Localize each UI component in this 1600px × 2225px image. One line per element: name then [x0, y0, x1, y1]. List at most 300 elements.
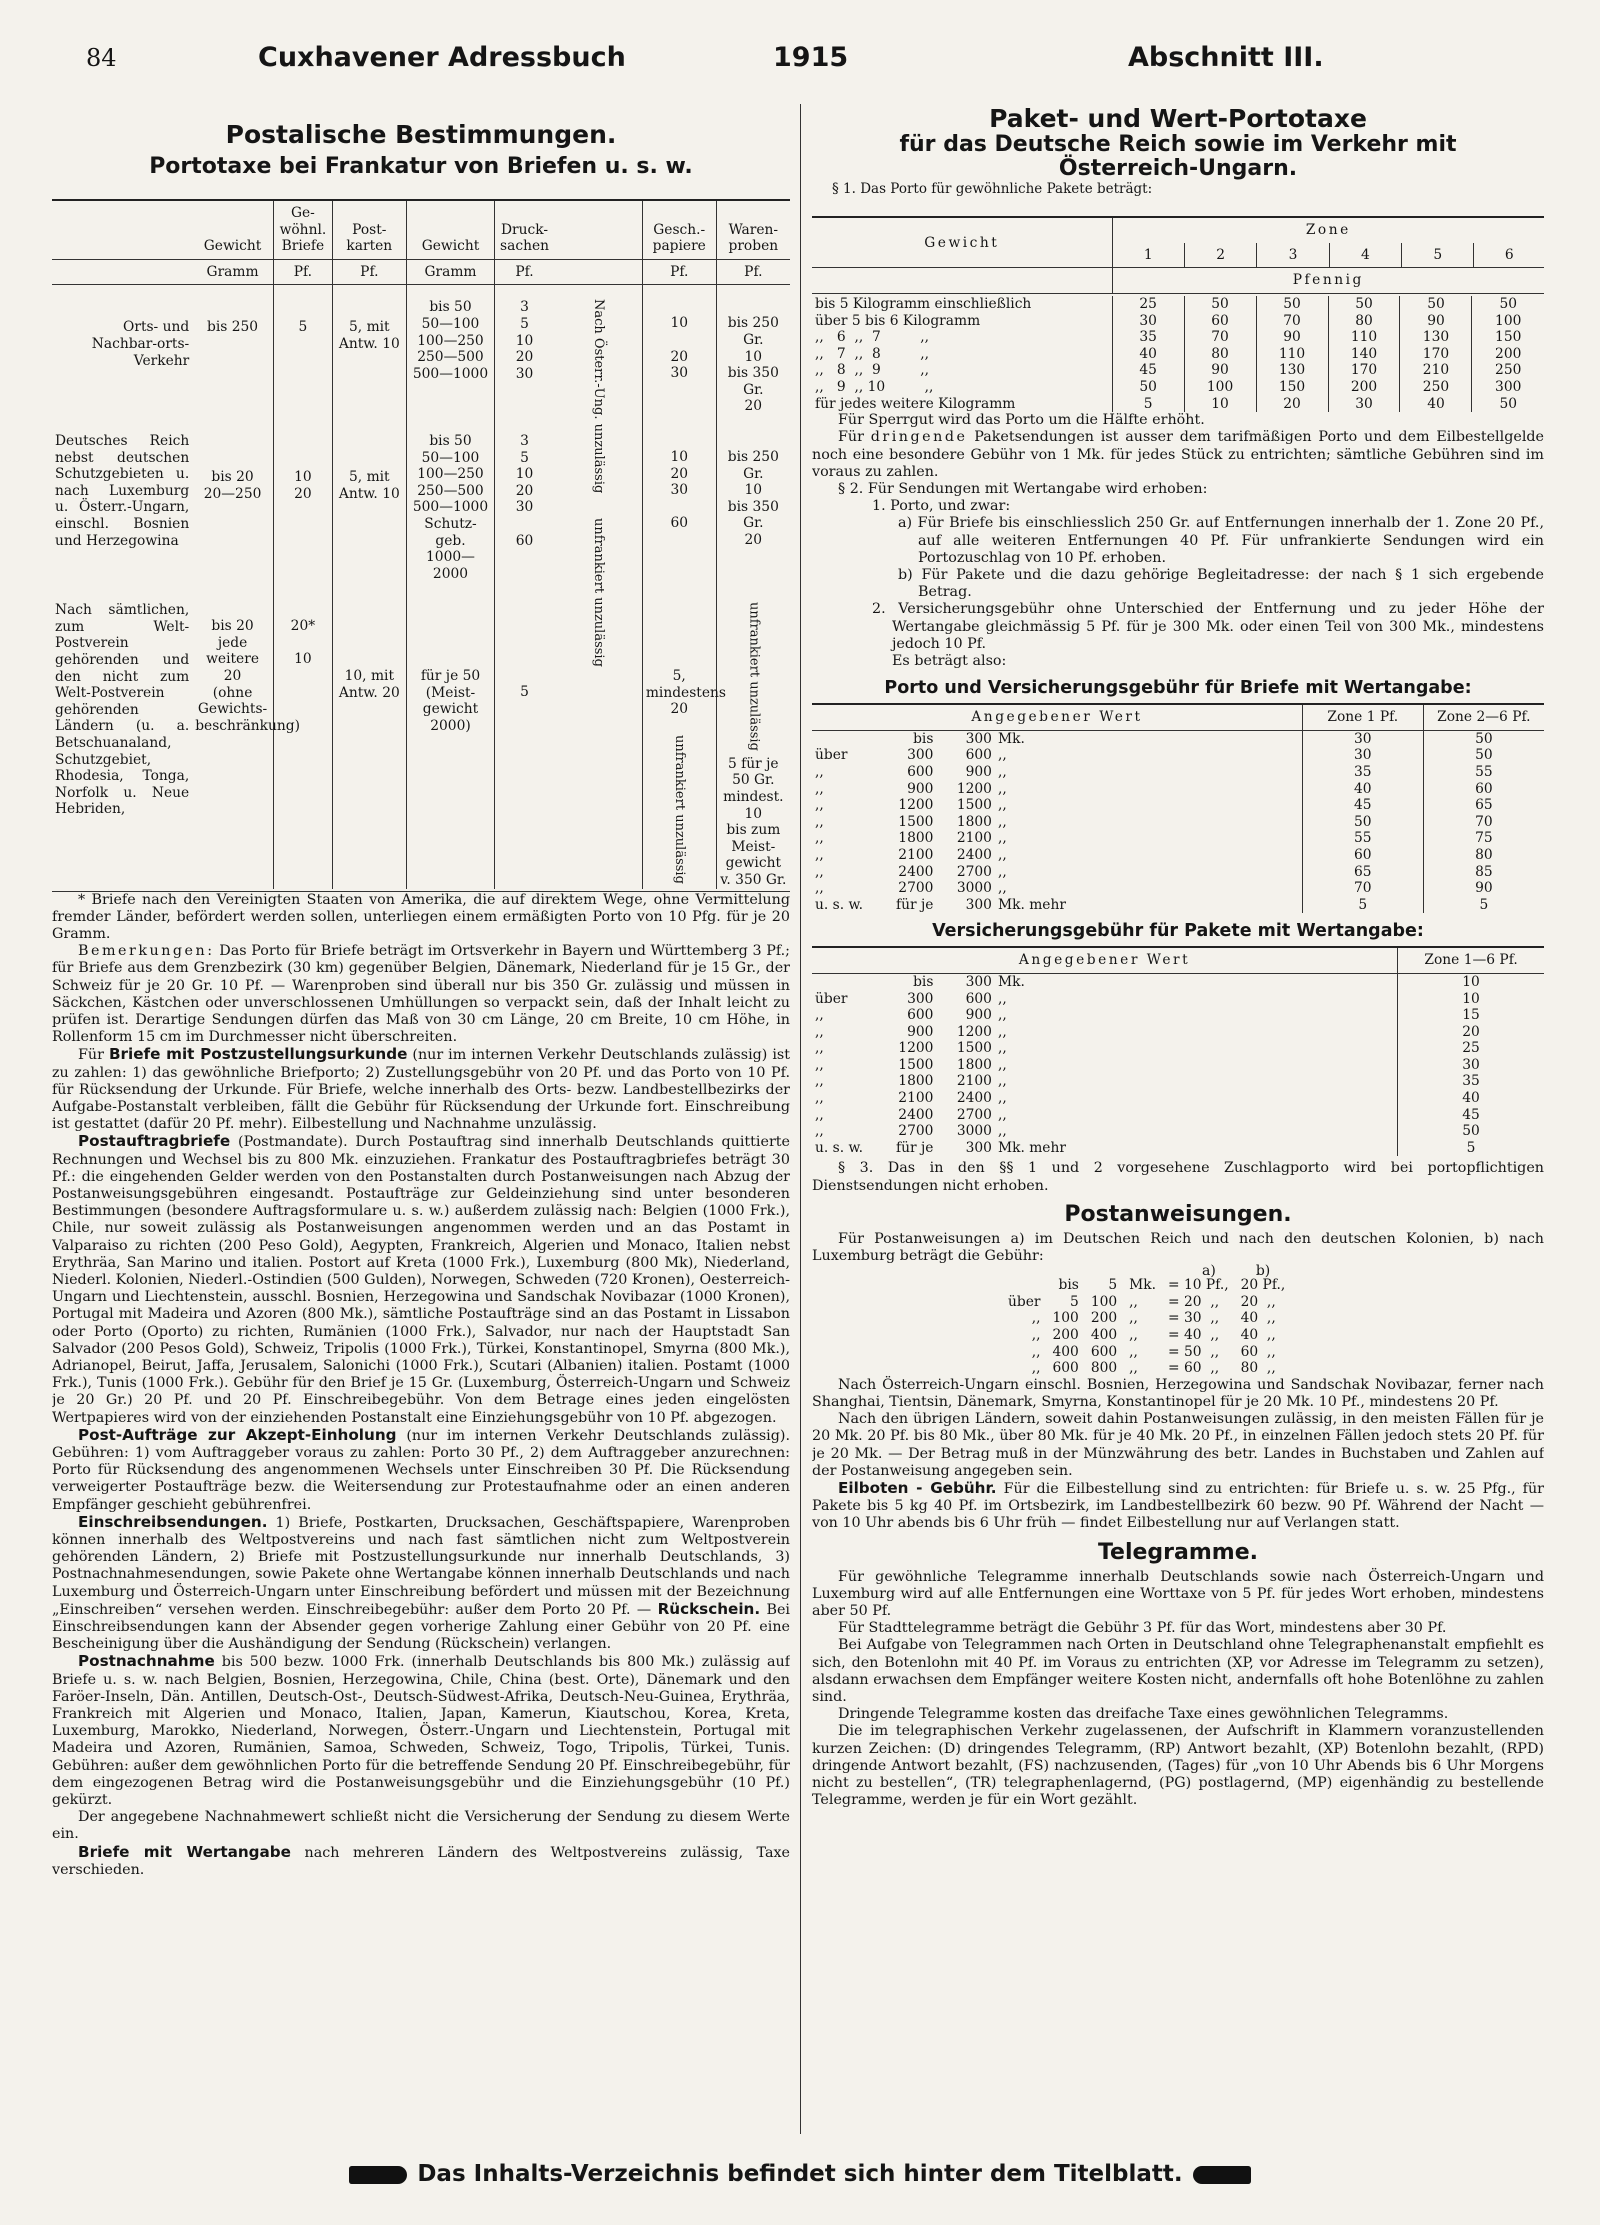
rate-cell: ,,	[1031, 1327, 1041, 1344]
value-cell: 900	[907, 780, 934, 797]
rate-cell: 20 ,,	[1240, 1293, 1276, 1310]
weight-cell: ,, 8 ,, 9 ,,	[815, 362, 930, 379]
page-number: 84	[86, 44, 117, 72]
paragraph-keyword: Einschreibsendungen.	[78, 1512, 268, 1531]
col-gewicht: Gewicht	[812, 217, 1112, 268]
unit-pf: Pf.	[332, 259, 406, 285]
weight-cell: bis 5 Kilogramm einschließlich	[815, 295, 1032, 312]
value-cell: ,,	[997, 1056, 1007, 1073]
rate-cell: 210	[1400, 362, 1472, 379]
value-cell: ,,	[815, 880, 824, 897]
rate-cell: ,,	[1129, 1327, 1138, 1344]
table-row	[812, 1073, 1544, 1090]
value-cell: 2100	[898, 846, 934, 863]
rate-cell: 5	[1423, 897, 1544, 914]
col-warenproben: Waren-proben	[716, 200, 790, 259]
col-geschaeftspapiere: Gesch.-papiere	[642, 200, 716, 259]
table-row	[812, 991, 1544, 1008]
table-row	[812, 897, 1544, 914]
rate-cell: ,,	[1129, 1360, 1138, 1377]
paragraph: 2. Versicherungsgebühr ohne Unterschied der Entfernung und zu jeder Höhe der Wertangabe gleichmässig 5 Pf. für je 300 Mk. oder einen Teil von 300 Mk., mindestens jedoch 10 Pf.	[872, 601, 1544, 652]
value-cell: u. s. w.	[815, 896, 864, 913]
value-cell: ,,	[997, 880, 1007, 897]
value-cell: 3000	[956, 1123, 992, 1140]
rate-cell: 30	[1328, 396, 1400, 413]
rate-cell: 30	[1302, 730, 1423, 747]
rate-cell: 40	[1398, 1090, 1544, 1107]
unit-pf: Pf.	[273, 259, 332, 285]
rate-cell: 30	[1302, 747, 1423, 764]
parcel-rates-table	[812, 216, 1544, 294]
table-row	[812, 847, 1544, 864]
rate-cell: Mk.	[1129, 1277, 1157, 1294]
rate-cell: 200	[1052, 1327, 1079, 1344]
col-briefe: Ge-wöhnl. Briefe	[273, 200, 332, 259]
rate-cell: 90	[1184, 362, 1256, 379]
rate-cell: 80 ,,	[1240, 1360, 1276, 1377]
rate-cell: 70	[1302, 880, 1423, 897]
table-row	[812, 313, 1544, 330]
rate-cell: 50	[1302, 814, 1423, 831]
value-cell: 1200	[898, 1040, 934, 1057]
value-cell: ,,	[815, 1007, 824, 1024]
col-wert: Angegebener Wert	[812, 704, 1302, 730]
rate-cell: ,,	[1031, 1360, 1041, 1377]
weight-cell: ,, 6 ,, 7 ,,	[815, 329, 930, 346]
value-cell: 600	[907, 1007, 934, 1024]
unit-pf: Pf.	[642, 259, 716, 285]
section-label: Abschnitt III.	[1128, 42, 1324, 73]
rate-cell: 5	[1302, 897, 1423, 914]
cell: bis 250 Gr. 10 bis 350 Gr. 20	[716, 285, 790, 415]
value-cell: 600	[907, 763, 934, 780]
table-row	[812, 880, 1544, 897]
cell: bis 250	[207, 319, 259, 336]
paragraph: Dringende Telegramme kosten das dreifache Taxe eines gewöhnlichen Telegramms.	[838, 1706, 1449, 1723]
paragraph	[52, 1133, 790, 1426]
rate-cell: 60 ,,	[1240, 1343, 1276, 1360]
value-cell: 900	[965, 763, 992, 780]
rate-cell: 25	[1112, 296, 1184, 313]
value-cell: 3000	[956, 880, 992, 897]
right-column	[812, 104, 1544, 2144]
value-cell: 1500	[956, 1040, 992, 1057]
rate-cell: 5	[1070, 1293, 1079, 1310]
value-cell: Mk.	[997, 730, 1025, 747]
rate-cell: 60	[1423, 781, 1544, 798]
rate-cell: 25	[1398, 1040, 1544, 1057]
cell: 10 20 30	[642, 285, 716, 415]
value-cell	[812, 973, 871, 990]
value-cell: ,,	[997, 780, 1007, 797]
table-row	[812, 329, 1544, 346]
zone-3: 3	[1257, 243, 1329, 268]
value-cell: 300	[965, 973, 992, 990]
paragraph-text: (Postmandate). Durch Postauftrag sind innerhalb Deutschlands quittierte Rechnungen und Wechsel bis zu 800 Mk. einzuziehen. Frankatur des Postauftragbriefes beträgt 30 Pf.: die eingehenden Gelder werden von den Postanstalten durch Postanweisungen nach Abzug der Postanweisungsgebühren eingesandt. Postaufträge zur Geldeinziehung sind unter besonderen Bestimmungen (besondere Auftragsformulare u. s. w.) außerdem zulässig nach: Belgien (1000 Frk.), Chile, nur soweit zulässig als Postanweisungen angenommen werden und an das Postamt in Valparaiso zu richten (200 Peso Gold), Aegypten, Frankreich, Algerien und Monaco, Italien nebst Erythräa, San Marino und italien. Postort auf Kreta (1000 Frk.), Luxemburg (800 Mk), Niederland, Niederl. Kolonien, Niederl.-Ostindien (500 Gulden), Norwegen, Schweden (720 Kronen), Oesterreich-Ungarn und Liechtenstein, ausschl. Bosnien, Herzegowina und Sandschak Novibazar (1000 Kronen), Portugal mit Madeira und Azoren (800 Mk.), sämtliche Postaufträge sind an das Postamt in Lissabon oder Porto (Oporto) zu richten, Rumänien (1000 Frk.), Salvador, nur nach der Hauptstadt San Salvador (200 Pesos Gold), Schweiz, Tripolis (1000 Frk.), Türkei, Konstantinopel, Smyrna (800 Mk.), Adrianopel, Beirut, Jaffa, Jerusalem, Salonichi (1000 Frk.), Scutari (Albanien) italien. Postamt (1000 Frk.), Tunis (1000 Frk.). Gebühr für den Brief je 15 Gr. (Luxemburg, Österreich-Ungarn und Schweiz je 20 Gr.) 20 Pf. und 20 Pf. Einschreibegebühr. Von dem Betrage eines jeden eingelösten Wertpapieres wird von der einziehenden Postanstalt eine Einziehungsgebühr von 10 Pf. abgezogen.	[52, 1134, 790, 1426]
vertical-note: unfrankiert unzulässig	[672, 734, 688, 884]
rate-cell: 55	[1423, 764, 1544, 781]
rate-cell: 200	[1328, 379, 1400, 396]
paragraph	[52, 1046, 790, 1133]
rate-cell: 40	[1112, 346, 1184, 363]
value-cell: 2100	[956, 1073, 992, 1090]
value-cell: 1800	[898, 1073, 934, 1090]
rate-cell: 10	[1184, 396, 1256, 413]
rate-cell: = 30 ,,	[1168, 1310, 1220, 1327]
rate-cell: = 40 ,,	[1168, 1327, 1220, 1344]
paragraph: Für Stadttelegramme beträgt die Gebühr 3 Pf. für das Wort, mindestens aber 30 Pf.	[838, 1620, 1447, 1637]
paragraph: Für Sperrgut wird das Porto um die Hälfte erhöht.	[838, 412, 1205, 429]
value-cell: für je	[896, 1139, 934, 1156]
cell: 10 20 30 60	[642, 415, 716, 582]
rate-cell: 70	[1256, 313, 1328, 330]
rate-cell: 800	[1090, 1360, 1118, 1377]
table-row	[1002, 1327, 1291, 1344]
row-label: Orts- und Nachbar-orts-Verkehr	[91, 319, 190, 369]
value-cell: ,,	[997, 830, 1007, 847]
rate-cell: 20	[1398, 1024, 1544, 1041]
unit-gramm: Gramm	[406, 259, 495, 285]
value-cell: 1800	[898, 830, 934, 847]
paragraph: Es beträgt also:	[892, 652, 1007, 669]
paragraph-keyword: Postauftragbriefe	[78, 1132, 231, 1151]
value-cell: 300	[965, 730, 992, 747]
value-cell: ,,	[997, 863, 1007, 880]
vertical-note: Nach Österr.-Ung. unzulässig	[590, 299, 606, 494]
value-cell: 300	[965, 896, 992, 913]
value-cell: ,,	[997, 1007, 1007, 1024]
value-cell: ,,	[815, 1040, 824, 1057]
postanweisungen-title: Postanweisungen.	[1064, 1201, 1292, 1227]
cell: 10 20	[273, 415, 332, 582]
left-column	[52, 104, 790, 2144]
value-cell: 2100	[956, 830, 992, 847]
vertical-note: unfrankiert unzulässig	[746, 602, 762, 752]
table-row	[812, 1140, 1544, 1157]
pointing-hand-icon	[1193, 2166, 1251, 2184]
value-cell	[812, 730, 871, 747]
paragraph-keyword: Eilboten - Gebühr.	[838, 1479, 997, 1498]
rate-cell: 600	[1090, 1343, 1118, 1360]
rate-cell: 200	[1090, 1310, 1118, 1327]
left-subtitle: Portotaxe bei Frankatur von Briefen u. s. w.	[149, 154, 693, 179]
paragraph-text: (nur im internen Verkehr Deutschlands zulässig) ist zu zahlen: 1) das gewöhnliche Briefporto; 2) Zustellungsgebühr von 20 Pf. und das Porto von 10 Pf. für Rücksendung der Urkunde. Für Briefe, welche innerhalb des Orts- bezw. Landbestellbezirks der Aufgabe-Postanstalt verbleiben, fällt die Gebühr für Rücksendung der Urkunde fort. Einschreibung ist gestattet (dafür 20 Pf. mehr). Eilbestellung und Nachnahme unzulässig.	[52, 1047, 790, 1133]
value-cell: ,,	[997, 990, 1007, 1007]
rate-cell: 110	[1328, 329, 1400, 346]
letter-rates-table	[52, 199, 790, 889]
value-cell: 1800	[956, 1056, 992, 1073]
cell: bis 250 Gr. 10 bis 350 Gr. 20	[716, 415, 790, 582]
table-row	[812, 1123, 1544, 1140]
value-cell: ,,	[815, 780, 824, 797]
paragraph	[52, 1427, 790, 1514]
rate-cell: 50	[1472, 396, 1544, 413]
col-a: a)	[1202, 1263, 1216, 1280]
value-cell: 2400	[956, 846, 992, 863]
value-cell: ,,	[815, 1073, 824, 1090]
paragraph-keyword: Post-Aufträge zur Akzept-Einholung	[78, 1425, 397, 1444]
rate-columns-header	[812, 1263, 1544, 1280]
paragraph-text: Das Porto für Briefe beträgt im Ortsverkehr in Bayern und Württemberg 3 Pf.; für Briefe aus dem Grenzbezirk (30 km) gegenüber Belgien, Dänemark, Niederland für je 15 Gr., der Schweiz für je 20 Gr. 10 Pf. — Warenproben sind überall nur bis 350 Gr. zulässig und müssen in Säckchen, Kästchen oder unverschlossenen Umhüllungen so verpackt sein, daß der Inhalt leicht zu prüfen ist. Derartige Sendungen dürfen das Maß von 30 cm Länge, 20 cm Breite, 10 cm Höhe, in Rollenform 15 cm im Durchmesser nicht überschreiten.	[52, 943, 790, 1046]
unit-pf: Pf.	[495, 259, 554, 285]
rate-cell: 65	[1302, 864, 1423, 881]
value-cell: für je	[896, 896, 934, 913]
rate-cell: ,,	[1129, 1310, 1138, 1327]
cell: bis 20 20—250	[203, 468, 262, 502]
rate-cell: 5	[1108, 1277, 1118, 1294]
table-row	[812, 346, 1544, 363]
value-cell: 300	[907, 747, 934, 764]
cell: 5, mit Antw. 10	[332, 415, 406, 582]
paragraph-text: Paketsendungen ist ausser dem tarifmäßigen Porto und dem Eilbestellgelde noch eine besondere Gebühr von 1 Mk. für jedes Stück zu entrichten; sämtliche Gebühren sind im voraus zu zahlen.	[812, 429, 1544, 480]
rate-cell: 600	[1052, 1360, 1079, 1377]
paragraph	[52, 1514, 790, 1654]
value-cell: 2700	[898, 1123, 934, 1140]
cell: bis 50 50—100 100—250 250—500 500—1000	[406, 285, 495, 415]
rate-cell: ,,	[1129, 1343, 1138, 1360]
footnote: * Briefe nach den Vereinigten Staaten von Amerika, die auf direktem Wege, ohne Vermittelung fremder Länder, befördert werden sollen, unterliegen einem ermäßigten Porto von 10 Pfg. für je 20 Gramm.	[52, 891, 790, 942]
rate-cell: 55	[1302, 830, 1423, 847]
table-row	[812, 396, 1544, 413]
value-cell: Mk. mehr	[997, 1139, 1066, 1156]
value-cell: ,,	[997, 846, 1007, 863]
rate-cell: 250	[1472, 362, 1544, 379]
cell: 5	[495, 582, 554, 888]
value-cell: ,,	[997, 813, 1007, 830]
value-cell: 1200	[898, 797, 934, 814]
telegramme-title: Telegramme.	[1097, 1539, 1259, 1565]
weight-cell: über 5 bis 6 Kilogramm	[815, 312, 981, 329]
value-cell: ,,	[815, 813, 824, 830]
unit-gramm: Gramm	[192, 259, 273, 285]
table-row	[812, 973, 1544, 990]
col-b: b)	[1255, 1263, 1271, 1280]
rate-cell: 20	[1256, 396, 1328, 413]
rate-cell: ,,	[1129, 1293, 1138, 1310]
rate-cell: 5	[1112, 396, 1184, 413]
value-cell: ,,	[815, 763, 824, 780]
value-cell: ,,	[815, 830, 824, 847]
value-cell: 2700	[956, 1106, 992, 1123]
rate-cell: 100	[1052, 1310, 1079, 1327]
rate-cell: 100	[1184, 379, 1256, 396]
col-postkarten: Post-karten	[332, 200, 406, 259]
paragraph-text: 1) Briefe, Postkarten, Drucksachen, Geschäftspapiere, Warenproben können innerhalb des Weltpostvereins und nach fast sämtlichen nicht zum Weltpostverein gehörenden Ländern, 2) Briefe mit Postzustellungsurkunde nur innerhalb Deutschlands, 3) Postnachnahmesendungen, sowie Pakete ohne Wertangabe können innerhalb Deutschlands und nach Luxemburg und Österreich-Ungarn unter Einschreibung befördert und müssen mit der Bezeichnung „Einschreiben“ versehen werden. Einschreibegebühr: außer dem Porto 20 Pf. —	[52, 1514, 790, 1618]
paragraph-lead: Für	[78, 1047, 104, 1064]
rate-cell: 50	[1423, 730, 1544, 747]
rate-cell: bis	[1058, 1277, 1079, 1294]
paragraph-keyword: Briefe mit Wertangabe	[78, 1842, 291, 1861]
col-gewicht-2: Gewicht	[406, 200, 495, 259]
rate-cell: 30	[1398, 1057, 1544, 1074]
weight-cell: ,, 7 ,, 8 ,,	[815, 345, 930, 362]
table-row	[812, 379, 1544, 396]
cell: 5	[273, 285, 332, 415]
paragraph-lead: Für	[838, 429, 864, 446]
left-title: Postalische Bestimmungen.	[225, 120, 617, 149]
rate-cell: 45	[1398, 1107, 1544, 1124]
value-cell: 2700	[956, 863, 992, 880]
paragraph	[52, 1844, 790, 1879]
value-cell: ,,	[815, 1106, 824, 1123]
rate-cell: 85	[1423, 864, 1544, 881]
rate-cell: 140	[1328, 346, 1400, 363]
table-row	[812, 781, 1544, 798]
zone-6: 6	[1474, 243, 1544, 268]
cell: bis 50 50—100 100—250 250—500 500—1000 Schutz-geb. 1000—2000	[406, 415, 495, 582]
table-row	[812, 747, 1544, 764]
paragraph: a) Für Briefe bis einschliesslich 250 Gr. auf Entfernungen innerhalb der 1. Zone 20 Pf., auf alle weiteren Entfernungen 40 Pf. Für unfrankierte Sendungen wird ein Portozuschlag von 10 Pf. erhoben.	[898, 515, 1544, 566]
col-zone-2-6: Zone 2—6 Pf.	[1423, 704, 1544, 730]
rate-cell: 50	[1328, 296, 1400, 313]
rate-cell: 100	[1090, 1293, 1118, 1310]
value-cell: ,,	[997, 1106, 1007, 1123]
value-cell: Mk.	[997, 973, 1025, 990]
value-cell: 300	[965, 1139, 992, 1156]
column-divider	[800, 104, 801, 2134]
value-cell: ,,	[997, 1090, 1007, 1107]
paragraph: § 2. Für Sendungen mit Wertangabe wird erhoben:	[838, 480, 1208, 497]
paragraph-text: Für die Eilbestellung sind zu entrichten: für Briefe u. s. w. 25 Pfg., für Pakete bis 5 kg 40 Pf. im Ortsbezirk, im Landbestellbezirk 60 bezw. 90 Pf. Während der Nacht — von 10 Uhr abends bis 6 Uhr früh — findet Eilbestellung nur auf Verlangen statt.	[812, 1481, 1544, 1532]
parcel-value-table	[812, 946, 1544, 1156]
table-row	[52, 582, 790, 888]
rate-cell: 60	[1302, 847, 1423, 864]
rate-cell: 35	[1398, 1073, 1544, 1090]
paragraph: Nach Österreich-Ungarn einschl. Bosnien, Herzegowina und Sandschak Novibazar, ferner nach Shanghai, Tientsin, Dänemark, Smyrna, Konstantinopel für je 20 Mk. 10 Pf., mindestens 20 Pf.	[812, 1376, 1544, 1411]
value-cell: über	[815, 990, 848, 1007]
table-row	[812, 1024, 1544, 1041]
col-gewicht: Gewicht	[192, 200, 273, 259]
rate-cell: 65	[1423, 797, 1544, 814]
rate-cell: 50	[1398, 1123, 1544, 1140]
table-row	[812, 797, 1544, 814]
rate-cell: 90	[1423, 880, 1544, 897]
cell-text: 5, mindestens 20	[645, 668, 726, 718]
rate-cell: 45	[1112, 362, 1184, 379]
rate-cell: 90	[1400, 313, 1472, 330]
rate-cell: = 50 ,,	[1168, 1343, 1220, 1360]
footer-text: Das Inhalts-Verzeichnis befindet sich hinter dem Titelblatt.	[417, 2161, 1183, 2187]
paragraph-keyword: Briefe mit Postzustellungsurkunde	[108, 1045, 408, 1064]
value-cell: 600	[965, 990, 992, 1007]
table-row	[812, 864, 1544, 881]
value-cell: 1200	[956, 780, 992, 797]
rate-cell: 170	[1400, 346, 1472, 363]
rate-cell: 40 ,,	[1240, 1310, 1276, 1327]
letter-value-table	[812, 703, 1544, 913]
rate-cell: = 60 ,,	[1168, 1360, 1220, 1377]
rate-cell: 400	[1052, 1343, 1079, 1360]
value-cell: ,,	[997, 1123, 1007, 1140]
value-cell: u. s. w.	[815, 1139, 864, 1156]
col-drucksachen: Druck-sachen	[495, 200, 554, 259]
paragraph: b) Für Pakete und die dazu gehörige Begleitadresse: der nach § 1 sich ergebende Betrag.	[898, 566, 1544, 601]
value-cell: ,,	[815, 1023, 824, 1040]
zone-5: 5	[1402, 243, 1474, 268]
rate-cell: 40	[1400, 396, 1472, 413]
value-cell: ,,	[997, 797, 1007, 814]
value-cell: ,,	[997, 747, 1007, 764]
rate-cell: 50	[1472, 296, 1544, 313]
cell: 3 5 10 20 30 60	[495, 415, 554, 582]
letter-value-heading: Porto und Versicherungsgebühr für Briefe mit Wertangabe:	[884, 678, 1472, 699]
table-row	[812, 1090, 1544, 1107]
section-3: § 3. Das in den §§ 1 und 2 vorgesehene Zuschlagporto wird bei portopflichtigen Dienstsendungen nicht erhoben.	[812, 1160, 1544, 1194]
weight-cell: ,, 9 ,, 10 ,,	[815, 378, 934, 395]
paragraph	[812, 1480, 1544, 1533]
cell: 20* 10	[273, 582, 332, 888]
paragraph: Der angegebene Nachnahmewert schließt nicht die Versicherung der Sendung zu diesem Werte ein.	[52, 1809, 790, 1843]
weight-cell: für jedes weitere Kilogramm	[815, 395, 1016, 412]
rate-cell: 170	[1328, 362, 1400, 379]
rate-cell: 40	[1302, 781, 1423, 798]
table-row	[52, 415, 790, 582]
value-cell: 1800	[956, 813, 992, 830]
value-cell: ,,	[815, 797, 824, 814]
rate-cell: 50	[1256, 296, 1328, 313]
rate-cell: 35	[1112, 329, 1184, 346]
rate-cell: 100	[1472, 313, 1544, 330]
postanweisung-table	[1002, 1277, 1291, 1377]
cell	[716, 582, 790, 888]
value-cell: ,,	[815, 1123, 824, 1140]
rate-cell: 300	[1472, 379, 1544, 396]
paragraph-keyword: Rückschein.	[657, 1599, 761, 1618]
value-cell: 2400	[956, 1090, 992, 1107]
table-row	[812, 1040, 1544, 1057]
right-title: Paket- und Wert-Portotaxe	[989, 104, 1367, 133]
rate-cell: 45	[1302, 797, 1423, 814]
col-zone-1: Zone 1 Pf.	[1302, 704, 1423, 730]
book-title: Cuxhavener Adressbuch	[258, 42, 626, 73]
rate-cell: über	[1008, 1293, 1041, 1310]
table-row	[1002, 1344, 1291, 1361]
rate-cell: 35	[1302, 764, 1423, 781]
rate-cell: 80	[1423, 847, 1544, 864]
rate-cell: 5	[1398, 1140, 1544, 1157]
value-cell: ,,	[997, 763, 1007, 780]
rate-cell: 50	[1423, 747, 1544, 764]
paragraph	[52, 943, 790, 1046]
rate-cell: 60	[1184, 313, 1256, 330]
table-row	[812, 296, 1544, 313]
rate-cell: 10	[1398, 991, 1544, 1008]
value-cell: ,,	[815, 1056, 824, 1073]
rate-cell: = 10 Pf.,	[1168, 1277, 1229, 1294]
value-cell: 900	[907, 1023, 934, 1040]
paragraph: Für gewöhnliche Telegramme innerhalb Deutschlands sowie nach Österreich-Ungarn und Luxemburg wird auf alle Entfernungen eine Worttaxe von 5 Pf. für jedes Wort erhoben, mindestens aber 50 Pf.	[812, 1568, 1544, 1620]
parcel-rates-body	[812, 296, 1544, 412]
table-row	[812, 830, 1544, 847]
col-wert: Angegebener Wert	[812, 947, 1398, 973]
vertical-note: unfrankiert unzulässig	[590, 518, 606, 668]
rate-cell: 70	[1423, 814, 1544, 831]
value-cell: 1500	[898, 1056, 934, 1073]
value-cell: 1500	[956, 797, 992, 814]
rate-cell: 130	[1256, 362, 1328, 379]
value-cell: 1500	[898, 813, 934, 830]
zone-header: Zone	[1112, 217, 1544, 243]
col-zone-1-6: Zone 1—6 Pf.	[1398, 947, 1544, 973]
paragraph: Bei Aufgabe von Telegrammen nach Orten in Deutschland ohne Telegraphenanstalt empfiehlt es sich, den Botenlohn mit 40 Pf. im Voraus zu entrichten (XP, vor Adresse im Telegramm zu setzen), alsdann erwachsen dem Empfänger weitere Kosten nicht, andernfalls oft hohe Botenlöhne zu zahlen sind.	[812, 1637, 1544, 1706]
year: 1915	[773, 42, 849, 73]
rate-cell: 15	[1398, 1007, 1544, 1024]
zone-4: 4	[1329, 243, 1401, 268]
paragraph: Nach den übrigen Ländern, soweit dahin Postanweisungen zulässig, in den meisten Fällen für je 20 Mk. 20 Pf. bis 80 Mk., über 80 Mk. für je 40 Mk. 20 Pf., in einzelnen Fällen jedoch stets 20 Pf. für je 20 Mk. — Der Betrag muß in der Münzwährung des betr. Landes in Buchstaben und Zahlen auf der Postanweisung angegeben sein.	[812, 1411, 1544, 1479]
value-cell: ,,	[997, 1023, 1007, 1040]
table-row	[812, 1107, 1544, 1124]
rate-cell: ,,	[1031, 1343, 1041, 1360]
